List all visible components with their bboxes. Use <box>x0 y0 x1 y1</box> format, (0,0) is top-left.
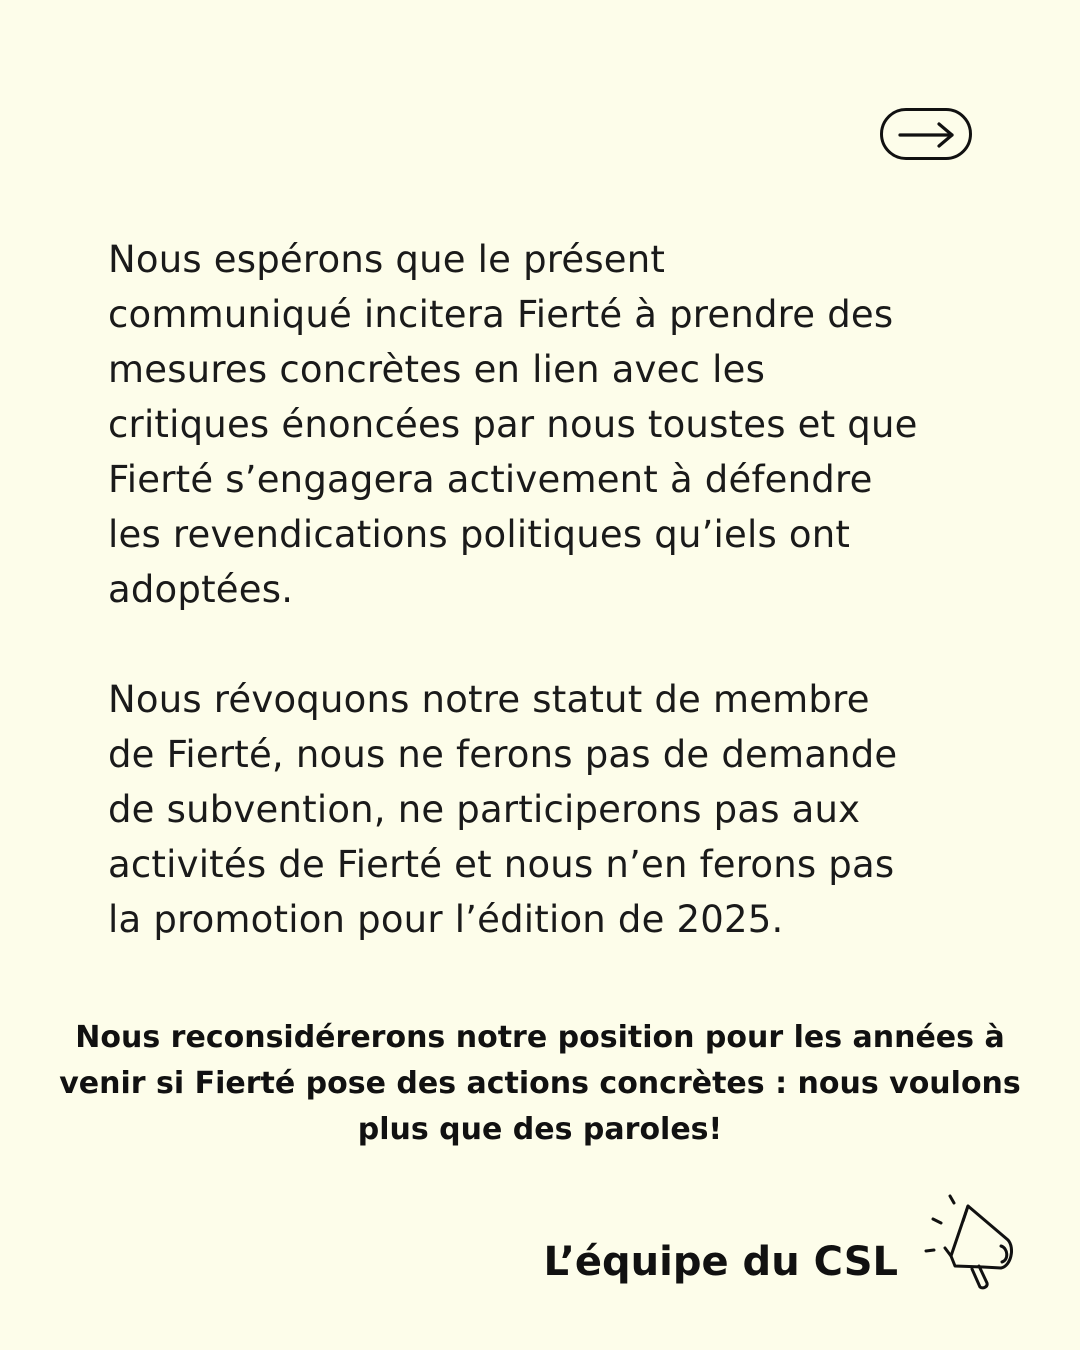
statement-body <box>108 232 998 947</box>
paragraph-hope <box>108 232 998 617</box>
text-line: de Fierté, nous ne ferons pas de demande <box>108 733 898 776</box>
text-line: Nous espérons que le présent <box>108 238 666 281</box>
text-line: la promotion pour l’édition de 2025. <box>108 898 784 941</box>
megaphone-icon <box>920 1190 1025 1295</box>
text-line: Nous révoquons notre statut de membre <box>108 678 870 721</box>
text-line: critiques énoncées par nous toustes et que <box>108 403 918 446</box>
signature: L’équipe du CSL <box>543 1239 898 1285</box>
text-line: de subvention, ne participerons pas aux <box>108 788 861 831</box>
text-line: Fierté s’engagera activement à défendre <box>108 458 873 501</box>
next-button[interactable] <box>880 108 972 160</box>
text-line: mesures concrètes en lien avec les <box>108 348 766 391</box>
arrow-right-icon <box>897 121 957 149</box>
paragraph-membership <box>108 672 998 947</box>
text-line: adoptées. <box>108 568 294 611</box>
closing-statement <box>40 1015 1040 1153</box>
text-line: communiqué incitera Fierté à prendre des <box>108 293 894 336</box>
closing-line: Nous reconsidérerons notre position pour les années à <box>75 1020 1005 1055</box>
closing-line: plus que des paroles! <box>357 1112 723 1147</box>
text-line: les revendications politiques qu’iels ont <box>108 513 851 556</box>
closing-line: venir si Fierté pose des actions concrètes : nous voulons <box>59 1066 1021 1101</box>
text-line: activités de Fierté et nous n’en ferons pas <box>108 843 895 886</box>
